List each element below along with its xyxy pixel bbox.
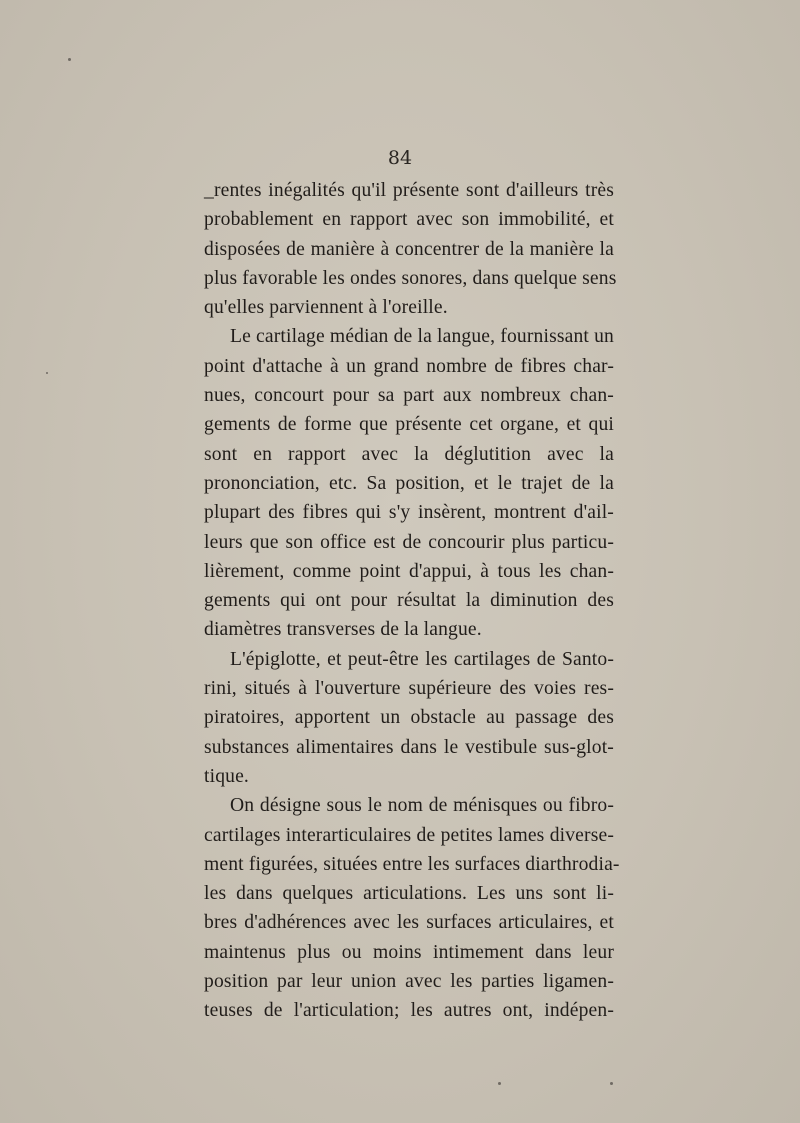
text-line: rini, situés à l'ouverture supérieure des voies res- bbox=[204, 678, 614, 700]
text-line: disposées de manière à concentrer de la manière la bbox=[204, 238, 614, 260]
text-line: leurs que son office est de concourir plus particu- bbox=[204, 531, 614, 553]
text-line: gements qui ont pour résultat la diminution des bbox=[204, 590, 614, 612]
text-line: On désigne sous le nom de ménisques ou fibro- bbox=[230, 795, 614, 817]
text-line: plus favorable les ondes sonores, dans quelque sens bbox=[204, 267, 617, 289]
text-line: teuses de l'articulation; les autres ont, indépen- bbox=[204, 1000, 614, 1022]
text-line: piratoires, apportent un obstacle au passage des bbox=[204, 707, 614, 729]
text-line: position par leur union avec les parties ligamen- bbox=[204, 971, 614, 993]
paper-speck bbox=[68, 58, 71, 61]
text-line: sont en rapport avec la déglutition avec la bbox=[204, 443, 614, 465]
text-line: qu'elles parviennent à l'oreille. bbox=[204, 297, 448, 319]
text-line: maintenus plus ou moins intimement dans leur bbox=[204, 941, 614, 963]
text-line: tique. bbox=[204, 765, 249, 787]
paper-speck bbox=[46, 372, 48, 374]
text-line: plupart des fibres qui s'y insèrent, montrent d'ail- bbox=[204, 502, 614, 524]
text-line: nues, concourt pour sa part aux nombreux chan- bbox=[204, 385, 614, 407]
text-line: cartilages interarticulaires de petites lames diverse- bbox=[204, 824, 614, 846]
text-line: substances alimentaires dans le vestibule sus-glot- bbox=[204, 736, 614, 758]
text-line: les dans quelques articulations. Les uns sont li- bbox=[204, 883, 614, 905]
text-line: probablement en rapport avec son immobilité, et bbox=[204, 209, 614, 231]
paper-speck bbox=[610, 1082, 613, 1085]
text-line: _rentes inégalités qu'il présente sont d'ailleurs très bbox=[204, 180, 614, 201]
text-line: point d'attache à un grand nombre de fibres char- bbox=[204, 355, 614, 377]
text-line: Le cartilage médian de la langue, fournissant un bbox=[230, 326, 614, 348]
page-number: 84 bbox=[387, 147, 413, 169]
text-line: ment figurées, situées entre les surfaces diarthrodia- bbox=[204, 853, 620, 875]
text-line: bres d'adhérences avec les surfaces articulaires, et bbox=[204, 912, 614, 934]
body-text bbox=[204, 176, 620, 1026]
paper-speck bbox=[498, 1082, 501, 1085]
text-line: diamètres transverses de la langue. bbox=[204, 619, 482, 641]
text-line: lièrement, comme point d'appui, à tous les chan- bbox=[204, 560, 614, 582]
text-line: L'épiglotte, et peut-être les cartilages de Santo- bbox=[230, 648, 614, 670]
text-line: gements de forme que présente cet organe, et qui bbox=[204, 414, 614, 436]
text-line: prononciation, etc. Sa position, et le trajet de la bbox=[204, 472, 614, 494]
